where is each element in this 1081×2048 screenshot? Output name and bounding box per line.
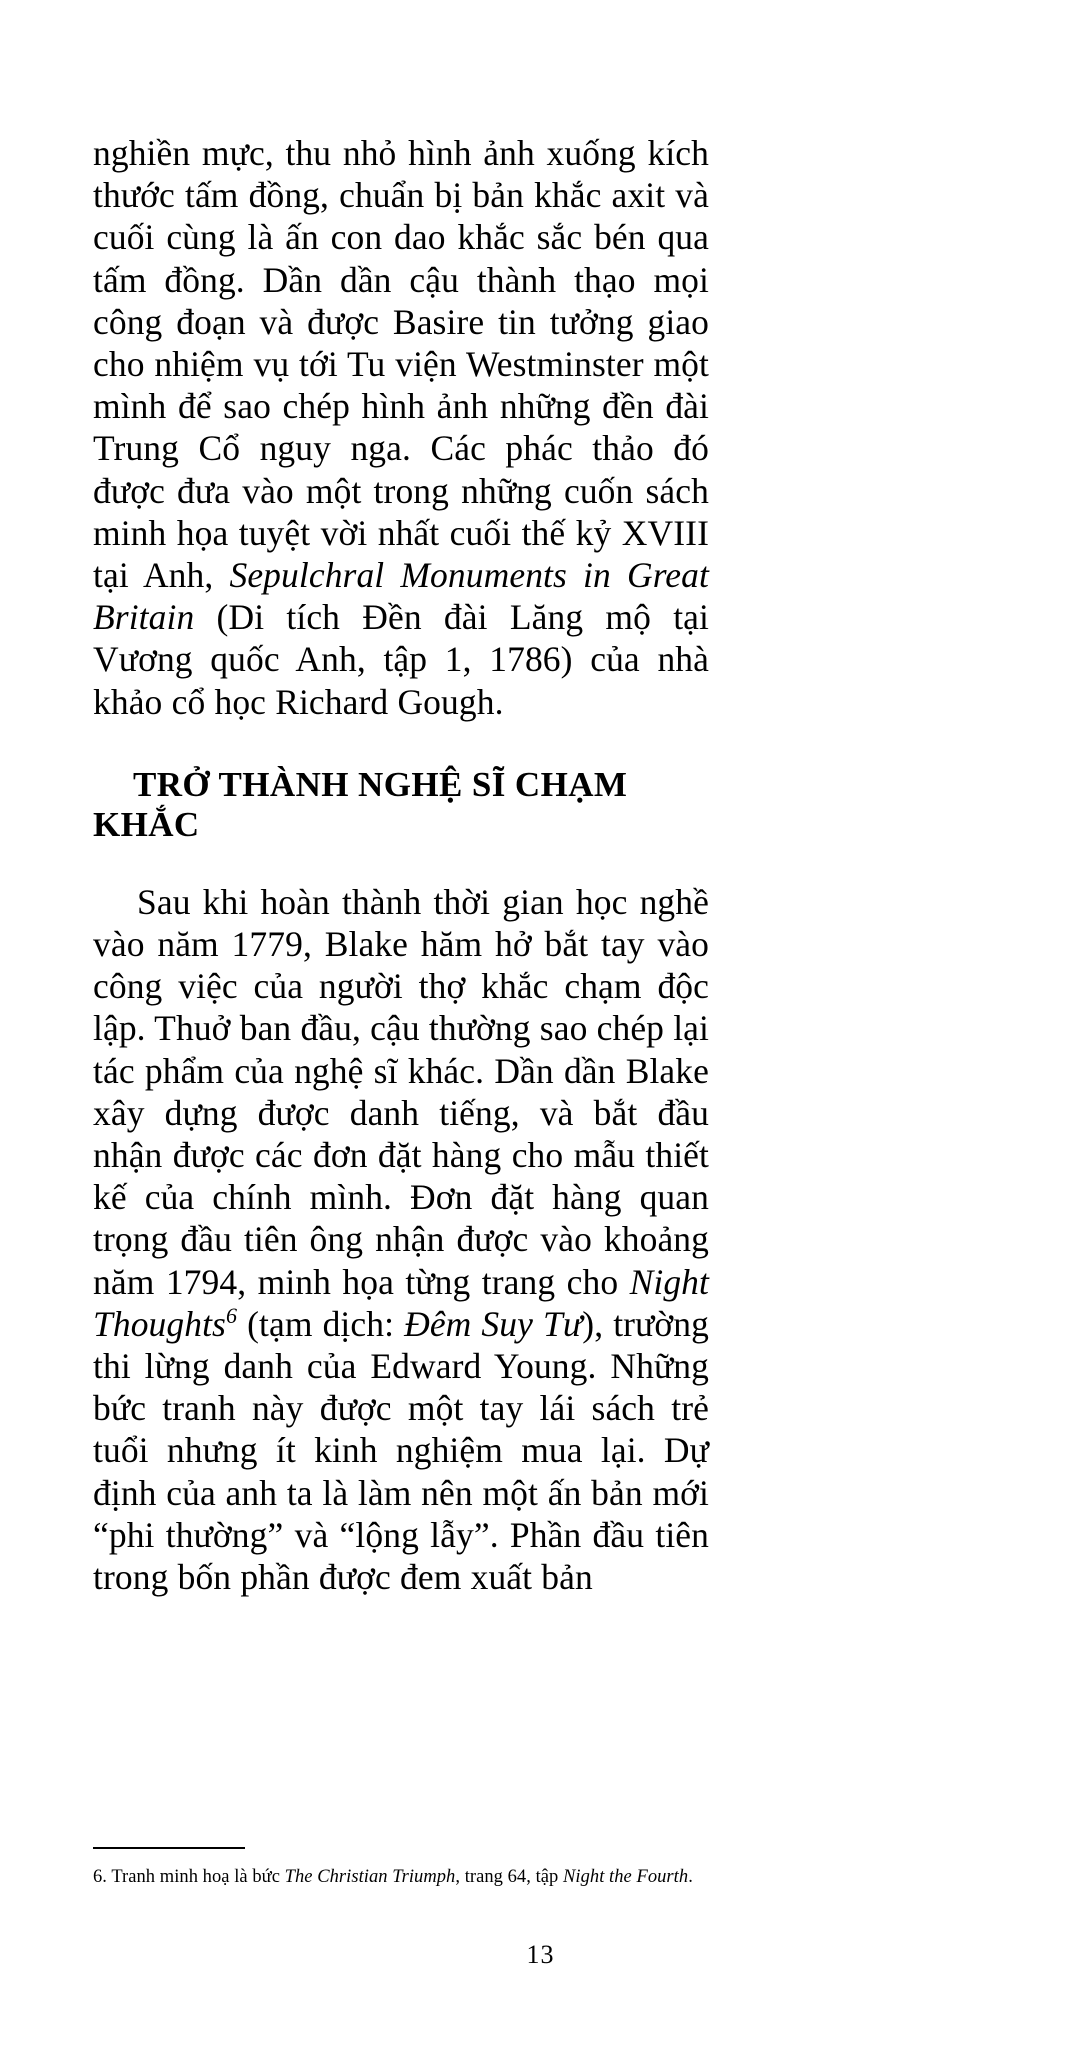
paragraph-one <box>93 132 709 723</box>
paragraph-one-text-before-title: nghiền mực, thu nhỏ hình ảnh xuống kích thước tấm đồng, chuẩn bị bản khắc axit và cuối cùng là ấn con dao khắc sắc bén qua tấm đồng. Dần dần cậu thành thạo mọi công đoạn và được Basire tin tưởng giao cho nhiệm vụ tới Tu viện Westminster một mình để sao chép hình ảnh những đền đài Trung Cổ nguy nga. Các phác thảo đó được đưa vào một trong những cuốn sách minh họa tuyệt vời nhất cuối thế kỷ XVIII tại Anh, <box>93 133 709 596</box>
footnote-end-punctuation: . <box>688 1867 693 1887</box>
page-number: 13 <box>526 1940 555 1969</box>
paragraph-two-text-before-title: Sau khi hoàn thành thời gian học nghề vào năm 1779, Blake hăm hở bắt tay vào công việc của người thợ khắc chạm độc lập. Thuở ban đầu, cậu thường sao chép lại tác phẩm của nghệ sĩ khác. Dần dần Blake xây dựng được danh tiếng, và bắt đầu nhận được các đơn đặt hàng cho mẫu thiết kế của chính mình. Đơn đặt hàng quan trọng đầu tiên ông nhận được vào khoảng năm 1794, minh họa từng trang cho <box>93 881 709 1302</box>
paragraph-two-text-after: ), trường thi lừng danh của Edward Young. Những bức tranh này được một tay lái sách trẻ tuổi nhưng ít kinh nghiệm mua lại. Dự định của anh ta là làm nên một ấn bản mới “phi thường” và “lộng lẫy”. Phần đầu tiên trong bốn phần được đem xuất bản <box>93 1303 710 1598</box>
footnote-number-and-lead: 6. Tranh minh hoạ là bức <box>93 1867 285 1887</box>
paragraph-two-text-mid: (tạm dịch: <box>237 1303 405 1344</box>
footnote-title-night-the-fourth: Night the Fourth <box>563 1867 689 1887</box>
book-title-translation-dem-suy-tu: Đêm Suy Tư <box>404 1303 583 1344</box>
heading-bottom-spacer <box>93 845 709 881</box>
heading-top-spacer <box>93 723 709 765</box>
page-content <box>93 132 709 1598</box>
book-title-sepulchral-monuments: Sepulchral Monuments in Great Britain <box>93 555 709 638</box>
section-heading: TRỞ THÀNH NGHỆ SĨ CHẠM KHẮC <box>93 764 628 844</box>
paragraph-two <box>93 881 709 1598</box>
book-title-night-thoughts: Night Thoughts <box>93 1261 709 1344</box>
paragraph-one-text-after-title: (Di tích Đền đài Lăng mộ tại Vương quốc Anh, tập 1, 1786) của nhà khảo cổ học Richard Gough. <box>93 597 709 722</box>
footnote-area <box>93 1847 709 1889</box>
footnote-separator-rule <box>93 1847 245 1849</box>
footnote-title-christian-triumph: The Christian Triumph <box>284 1867 456 1887</box>
footnote-middle-text: , trang 64, tập <box>455 1867 564 1887</box>
footnote-reference-marker[interactable]: 6 <box>225 1303 238 1329</box>
footnote-entry <box>93 1865 709 1889</box>
